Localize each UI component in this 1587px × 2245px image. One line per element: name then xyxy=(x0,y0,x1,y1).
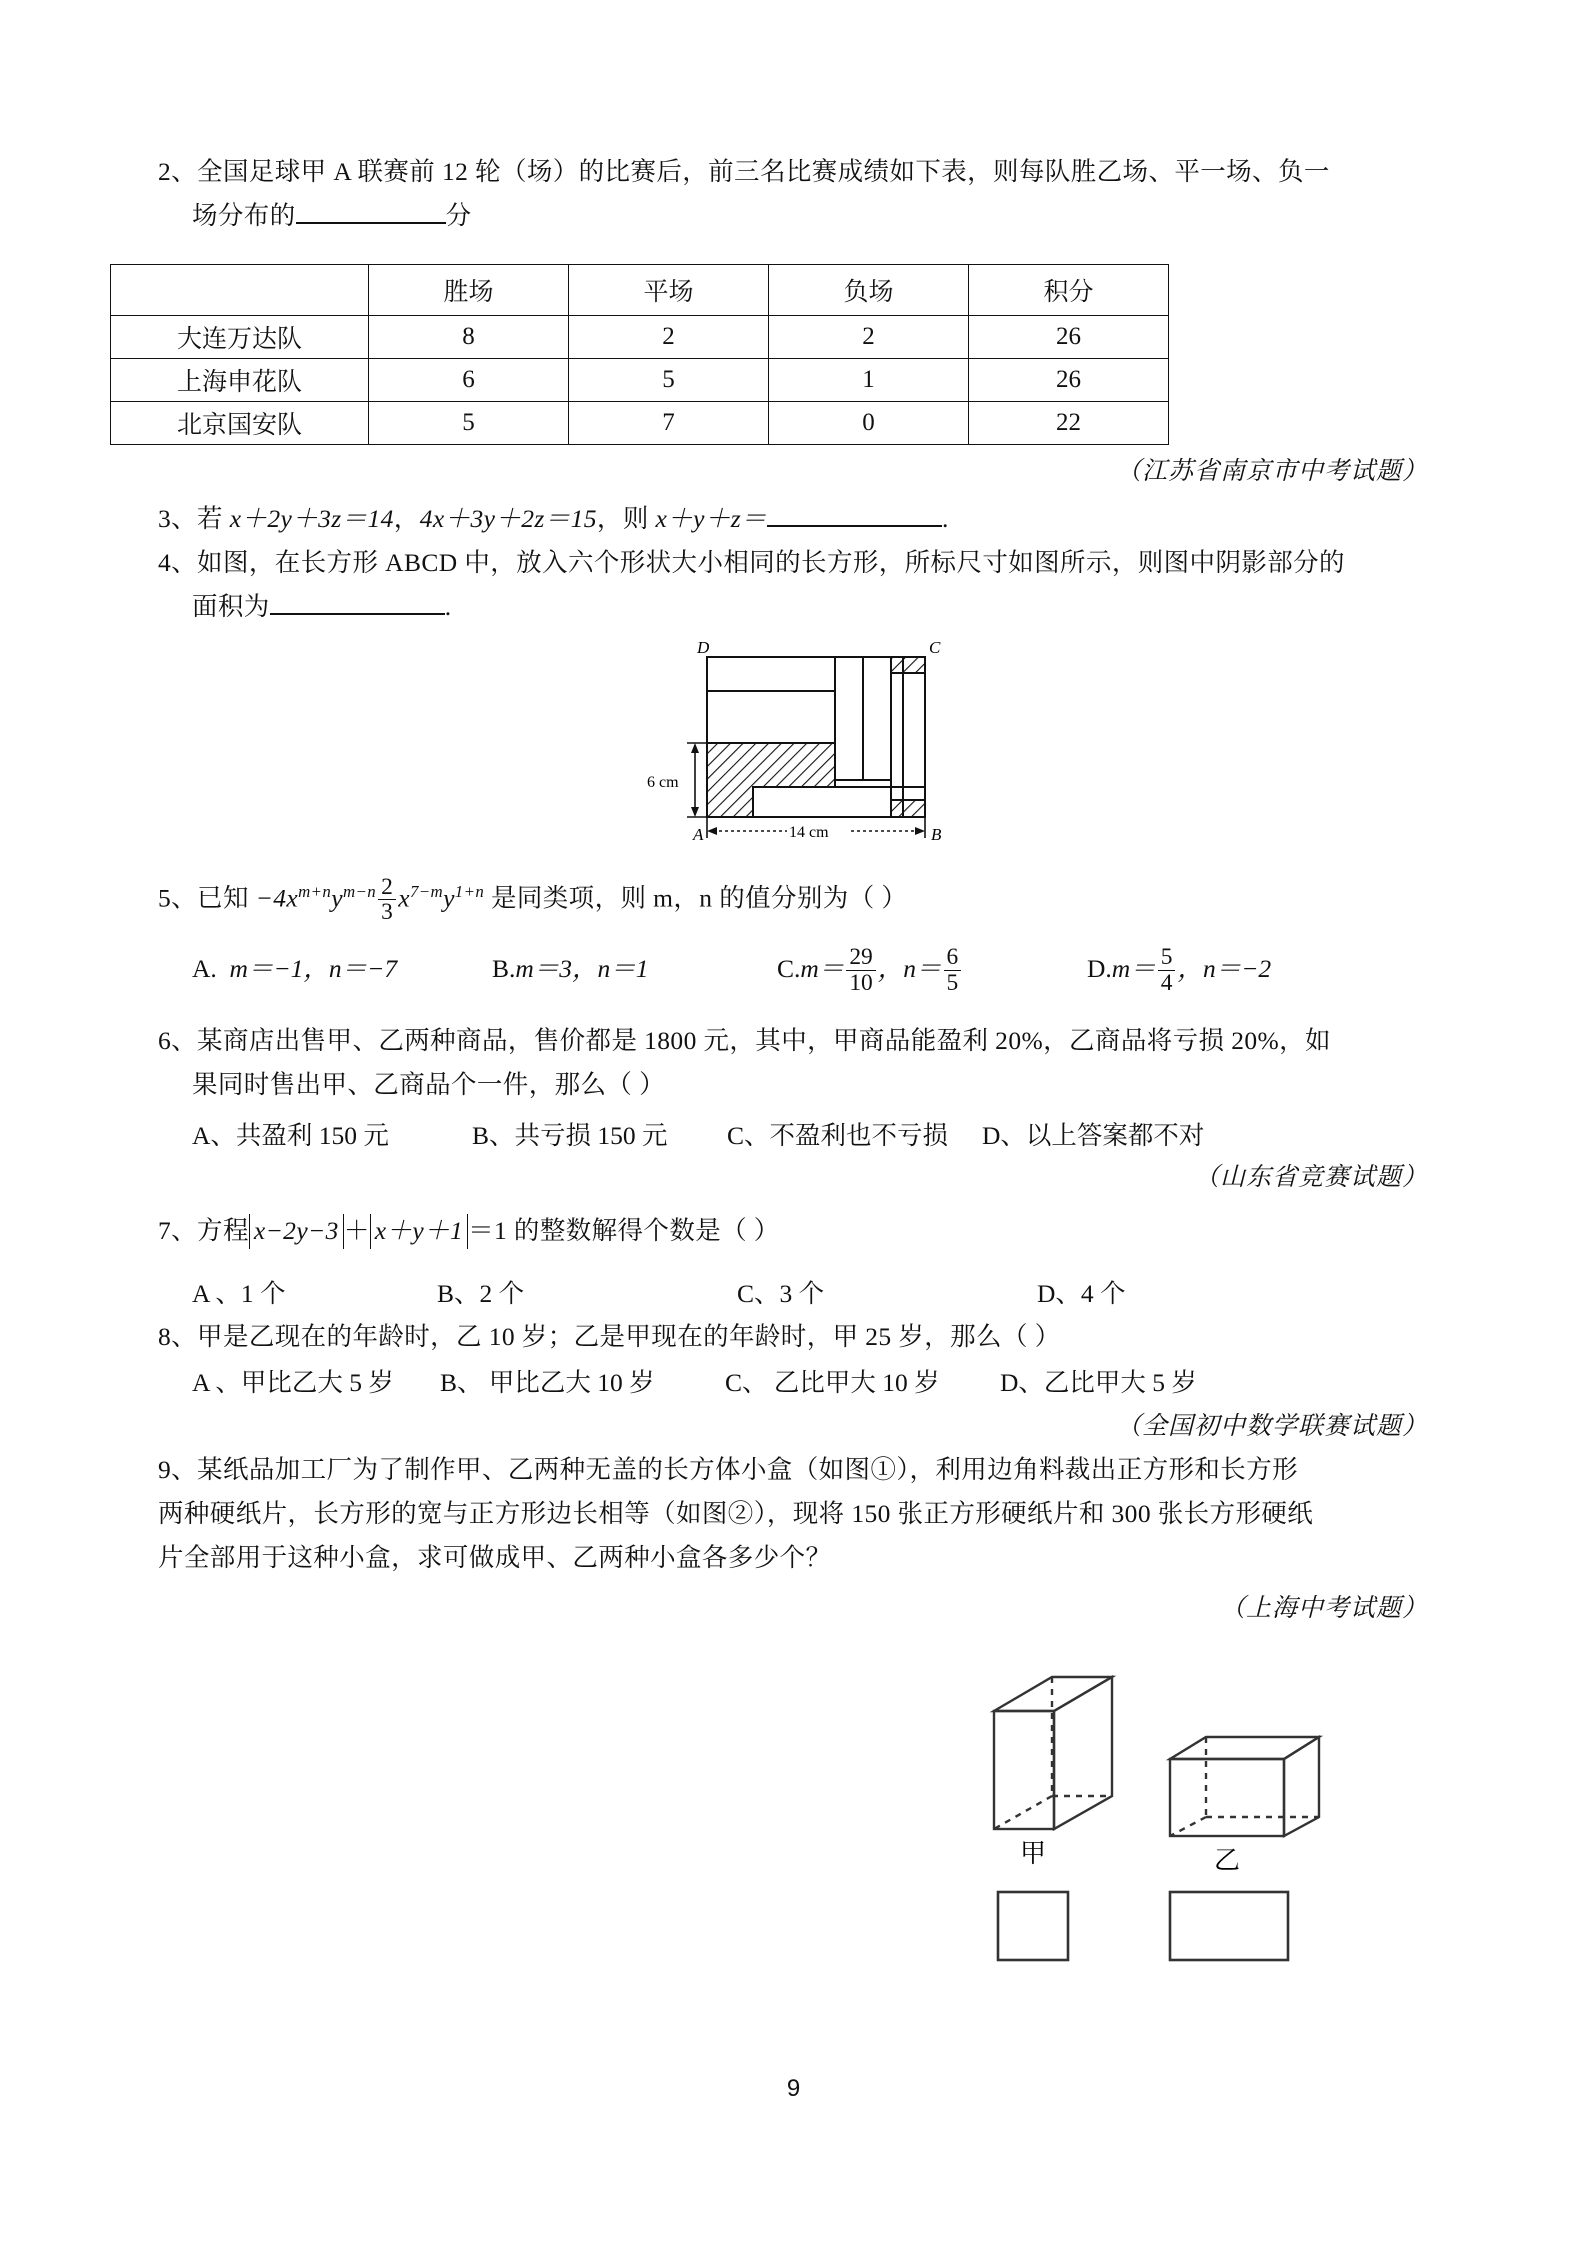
q7-abs1 xyxy=(249,1214,344,1248)
q2-line2 xyxy=(158,194,1428,238)
q7-abs2 xyxy=(370,1214,468,1248)
q5-option-c-n-num: 6 xyxy=(946,944,959,971)
q5-option-d-m-num: 5 xyxy=(1160,944,1173,971)
q3-line1 xyxy=(158,497,1428,541)
q8-option-c[interactable]: C、 乙比甲大 10 岁 xyxy=(725,1367,940,1397)
q5-option-c[interactable] xyxy=(777,941,1087,997)
q7-post: ＝1 的整数解得个数是（ ） xyxy=(468,1216,780,1246)
q6-option-a[interactable]: A、共盈利 150 元 xyxy=(192,1121,389,1151)
q3-eq1: x＋2y＋3z＝14 xyxy=(229,504,394,533)
q8-option-b[interactable]: B、 甲比乙大 10 岁 xyxy=(440,1367,655,1397)
q5-option-c-n-den: 5 xyxy=(944,970,962,996)
table-cell-win: 6 xyxy=(369,359,569,402)
q3-sep1: ， xyxy=(393,504,420,533)
q4-label-width: 14 cm xyxy=(789,824,829,841)
question-2 xyxy=(158,150,1428,487)
q6-options xyxy=(158,1113,1428,1157)
question-5 xyxy=(158,866,1428,997)
q5-option-b[interactable] xyxy=(492,941,777,997)
q3-eq2: 4x＋3y＋2z＝15 xyxy=(419,504,597,533)
table-cell-draw: 2 xyxy=(569,316,769,359)
q5-option-a[interactable] xyxy=(192,941,492,997)
q7-abs2-expr: x＋y＋1 xyxy=(374,1216,464,1246)
q5-option-c-m-fraction xyxy=(846,945,875,995)
q5-expr-b-sup1: 7−m xyxy=(409,882,444,901)
q9-square-card xyxy=(998,1892,1068,1960)
q5-option-a-key: A. xyxy=(192,954,217,984)
q5-expr-a-y: y xyxy=(331,883,343,913)
q2-source: （江苏省南京市中考试题） xyxy=(1115,458,1428,485)
q3-eq3: x＋y＋z＝ xyxy=(655,504,767,533)
q7-line1 xyxy=(158,1209,1428,1253)
q5-pre: 5、已知 xyxy=(158,883,256,913)
q6-option-c[interactable]: C、不盈利也不亏损 xyxy=(727,1121,949,1151)
q5-option-b-key: B. xyxy=(492,954,516,984)
table-cell-points: 26 xyxy=(969,316,1169,359)
page-content xyxy=(158,150,1428,1979)
q2-line1: 2、全国足球甲 A 联赛前 12 轮（场）的比赛后，前三名比赛成绩如下表，则每队胜乙场、平一场、负一 xyxy=(158,157,1330,186)
q9-line1: 9、某纸品加工厂为了制作甲、乙两种无盖的长方体小盒（如图①），利用边角料裁出正方形和长方形 xyxy=(158,1454,1299,1484)
q5-expr-b-sup2: 1+n xyxy=(454,882,485,901)
q6-line1: 6、某商店出售甲、乙两种商品，售价都是 1800 元，其中，甲商品能盈利 20%，乙商品将亏损 20%，如 xyxy=(158,1026,1331,1056)
q6-option-d[interactable]: D、以上答案都不对 xyxy=(982,1121,1205,1151)
q3-answer-blank[interactable] xyxy=(767,525,942,527)
table-cell-points: 26 xyxy=(969,359,1169,402)
q4-label-B: B xyxy=(931,825,942,844)
table-cell-win: 8 xyxy=(369,316,569,359)
q9-rectangle-card xyxy=(1170,1892,1288,1960)
q7-abs1-expr: x−2y−3 xyxy=(253,1216,339,1246)
table-cell-lose: 2 xyxy=(769,316,969,359)
q5-option-c-m-den: 10 xyxy=(846,970,875,996)
q5-expr-b-y: y xyxy=(443,883,455,913)
table-cell-team: 上海申花队 xyxy=(111,359,369,402)
question-3 xyxy=(158,497,1428,541)
q4-label-height: 6 cm xyxy=(647,774,679,791)
q5-expr-a-sup2: m−n xyxy=(342,882,377,901)
q4-rectangle-figure xyxy=(647,635,987,850)
q5-option-d-key: D. xyxy=(1087,954,1112,984)
table-cell-team: 大连万达队 xyxy=(111,316,369,359)
q5-post: 是同类项，则 m，n 的值分别为（ ） xyxy=(484,883,908,913)
q5-options xyxy=(158,939,1428,997)
q5-fraction-two-thirds xyxy=(378,875,396,925)
question-8 xyxy=(158,1315,1428,1441)
q8-options xyxy=(158,1359,1428,1403)
q4-figure-svg xyxy=(647,635,987,850)
q5-frac-den: 3 xyxy=(378,899,396,925)
q4-label-A: A xyxy=(693,825,704,844)
table-header-row xyxy=(111,265,1169,316)
q5-option-c-n-fraction xyxy=(944,945,962,995)
q2-line2-post: 分 xyxy=(445,201,472,230)
q4-line2 xyxy=(158,585,1428,629)
q4-label-C: C xyxy=(929,638,941,657)
table-row xyxy=(111,359,1169,402)
score-table-wrapper xyxy=(158,264,1428,445)
table-cell-lose: 1 xyxy=(769,359,969,402)
q5-option-c-mid: ，n＝ xyxy=(877,954,942,984)
q8-option-d[interactable]: D、乙比甲大 5 岁 xyxy=(1000,1367,1197,1397)
q9-source: （上海中考试题） xyxy=(1219,1594,1428,1622)
q9-line3: 片全部用于这种小盒，求可做成甲、乙两种小盒各多少个？ xyxy=(158,1542,832,1572)
q2-line2-pre: 场分布的 xyxy=(192,201,296,230)
q4-line2-pre: 面积为 xyxy=(192,592,270,621)
table-header-cell-lose: 负场 xyxy=(769,265,969,316)
q7-option-b[interactable]: B、2 个 xyxy=(437,1279,525,1309)
q8-line1: 8、甲是乙现在的年龄时，乙 10 岁；乙是甲现在的年龄时，甲 25 岁，那么（ ） xyxy=(158,1322,1061,1352)
q5-option-b-text: m＝3，n＝1 xyxy=(515,954,649,984)
q5-option-c-key: C. xyxy=(777,954,801,984)
table-header-cell-points: 积分 xyxy=(969,265,1169,316)
q6-source: （山东省竞赛试题） xyxy=(1193,1164,1428,1192)
q5-option-d-m: m＝ xyxy=(1111,954,1156,984)
q5-option-c-m-num: 29 xyxy=(849,944,873,971)
q4-label-D: D xyxy=(697,638,710,657)
table-cell-draw: 7 xyxy=(569,402,769,445)
q2-answer-blank[interactable] xyxy=(296,222,446,224)
table-header-cell-win: 胜场 xyxy=(369,265,569,316)
table-row xyxy=(111,316,1169,359)
q9-box-figure xyxy=(974,1624,1414,1979)
table-header-cell-0 xyxy=(111,265,369,316)
table-row xyxy=(111,402,1169,445)
q5-option-d-m-den: 4 xyxy=(1158,970,1176,996)
q7-options xyxy=(158,1271,1428,1315)
q5-option-a-text: m＝−1，n＝−7 xyxy=(229,954,398,984)
q8-option-a[interactable]: A 、甲比乙大 5 岁 xyxy=(192,1367,394,1397)
q9-figure-svg xyxy=(974,1624,1414,1979)
question-4 xyxy=(158,541,1428,850)
q4-line1: 4、如图，在长方形 ABCD 中，放入六个形状大小相同的长方形，所标尺寸如图所示，则图中阴影部分的 xyxy=(158,548,1345,577)
q5-line1 xyxy=(158,866,1428,925)
table-header-cell-draw: 平场 xyxy=(569,265,769,316)
q4-answer-blank[interactable] xyxy=(270,613,445,615)
q6-option-b[interactable]: B、共亏损 150 元 xyxy=(472,1121,668,1151)
table-cell-draw: 5 xyxy=(569,359,769,402)
q7-plus: ＋ xyxy=(343,1216,370,1246)
table-cell-win: 5 xyxy=(369,402,569,445)
q7-pre: 7、方程 xyxy=(158,1216,249,1246)
q7-option-a[interactable]: A 、1 个 xyxy=(192,1279,286,1309)
q5-option-d[interactable] xyxy=(1087,941,1271,997)
table-cell-team: 北京国安队 xyxy=(111,402,369,445)
table-cell-lose: 0 xyxy=(769,402,969,445)
q5-frac-num: 2 xyxy=(381,873,394,900)
q3-tail: . xyxy=(941,504,949,533)
q9-label-jia: 甲 xyxy=(1020,1837,1047,1868)
q5-expr-a: −4x xyxy=(255,883,299,913)
q8-source: （全国初中数学联赛试题） xyxy=(1115,1412,1428,1440)
q9-label-yi: 乙 xyxy=(1214,1844,1241,1875)
q5-option-d-m-fraction xyxy=(1158,945,1176,995)
q7-option-c[interactable]: C、3 个 xyxy=(737,1279,825,1309)
table-cell-points: 22 xyxy=(969,402,1169,445)
q3-pre: 3、若 xyxy=(158,504,230,533)
q5-expr-a-sup1: m+n xyxy=(298,882,332,901)
q5-expr-b-x: x xyxy=(398,883,410,913)
q3-sep2: ，则 xyxy=(596,504,656,533)
q4-line2-post: . xyxy=(444,592,452,621)
q9-line2: 两种硬纸片，长方形的宽与正方形边长相等（如图②），现将 150 张正方形硬纸片和 300 张长方形硬纸 xyxy=(158,1498,1314,1528)
question-7 xyxy=(158,1209,1428,1315)
score-table xyxy=(110,264,1169,445)
question-6 xyxy=(158,1019,1428,1193)
q5-option-d-tail: ，n＝−2 xyxy=(1177,954,1272,984)
q7-option-d[interactable]: D、4 个 xyxy=(1037,1279,1126,1309)
q5-option-c-m: m＝ xyxy=(800,954,845,984)
question-9 xyxy=(158,1448,1428,1979)
q6-line2: 果同时售出甲、乙商品个一件，那么（ ） xyxy=(192,1070,665,1100)
page-number: 9 xyxy=(786,2075,801,2102)
